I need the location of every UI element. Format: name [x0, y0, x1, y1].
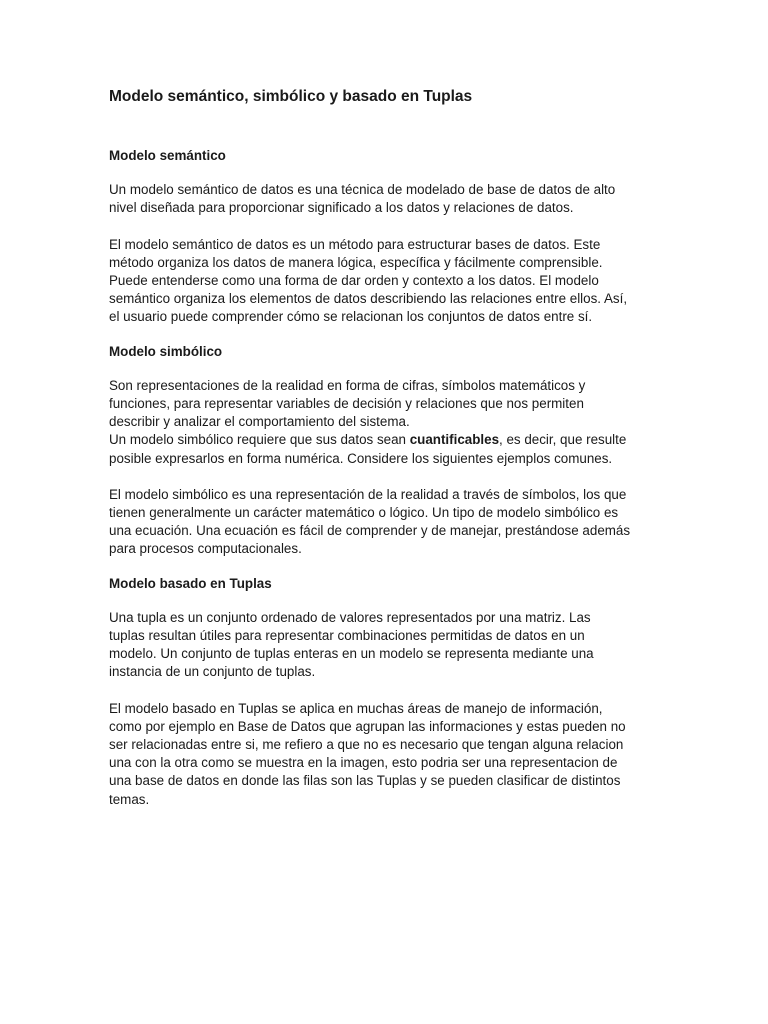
section-heading: Modelo simbólico [109, 343, 223, 359]
document-title: Modelo semántico, simbólico y basado en Tuplas [109, 88, 473, 105]
emphasis-text: cuantificables [409, 432, 500, 448]
paragraph: Una tupla es un conjunto ordenado de valores representados por una matriz. Las tuplas resultan útiles para representar combinaciones permitidas de datos en un modelo. Un conjunto de tuplas enteras en un modelo se representa mediante una instancia de un conjunto de tuplas. [109, 609, 594, 680]
paragraph-text: Un modelo simbólico requiere que sus datos sean [109, 432, 410, 448]
section-heading: Modelo basado en Tuplas [109, 575, 272, 591]
paragraph-with-emphasis [109, 431, 669, 467]
paragraph: El modelo simbólico es una representación de la realidad a través de símbolos, los que tienen generalmente un carácter matemático o lógico. Un tipo de modelo simbólico es una ecuación. Una ecuación es fácil de comprender y de manejar, prestándose además para procesos computacionales. [109, 486, 631, 557]
section-heading: Modelo semántico [109, 148, 226, 163]
paragraph: El modelo semántico de datos es un método para estructurar bases de datos. Este método organiza los datos de manera lógica, específica y fácilmente comprensible. Puede entenderse como una forma de dar orden y contexto a los datos. El modelo semántico organiza los elementos de datos describiendo las relaciones entre ellos. Así, el usuario puede comprender cómo se relacionan los conjuntos de datos entre sí. [109, 236, 628, 325]
paragraph: Son representaciones de la realidad en forma de cifras, símbolos matemáticos y funciones, para representar variables de decisión y relaciones que nos permiten describir y analizar el comportamiento del sistema. [109, 377, 586, 430]
section-modelo-simbolico [109, 343, 669, 559]
paragraph: Un modelo semántico de datos es una técnica de modelado de base de datos de alto nivel diseñada para proporcionar significado a los datos y relaciones de datos. [109, 182, 616, 216]
section-modelo-tuplas [109, 575, 669, 809]
paragraph: El modelo basado en Tuplas se aplica en muchas áreas de manejo de información, como por ejemplo en Base de Datos que agrupan las informaciones y estas pueden no ser relacionadas entre si, me refiero a que no es necesario que tengan alguna relacion una con la otra como se muestra en la imagen, esto podria ser una representacion de una base de datos en donde las filas son las Tuplas y se pueden clasificar de distintos temas. [109, 700, 626, 807]
section-modelo-semantico [109, 147, 669, 327]
document-page [109, 86, 669, 827]
paragraph-text: , es decir, que resulte posible expresarlos en forma numérica. Considere los siguientes ejemplos comunes. [109, 432, 627, 466]
